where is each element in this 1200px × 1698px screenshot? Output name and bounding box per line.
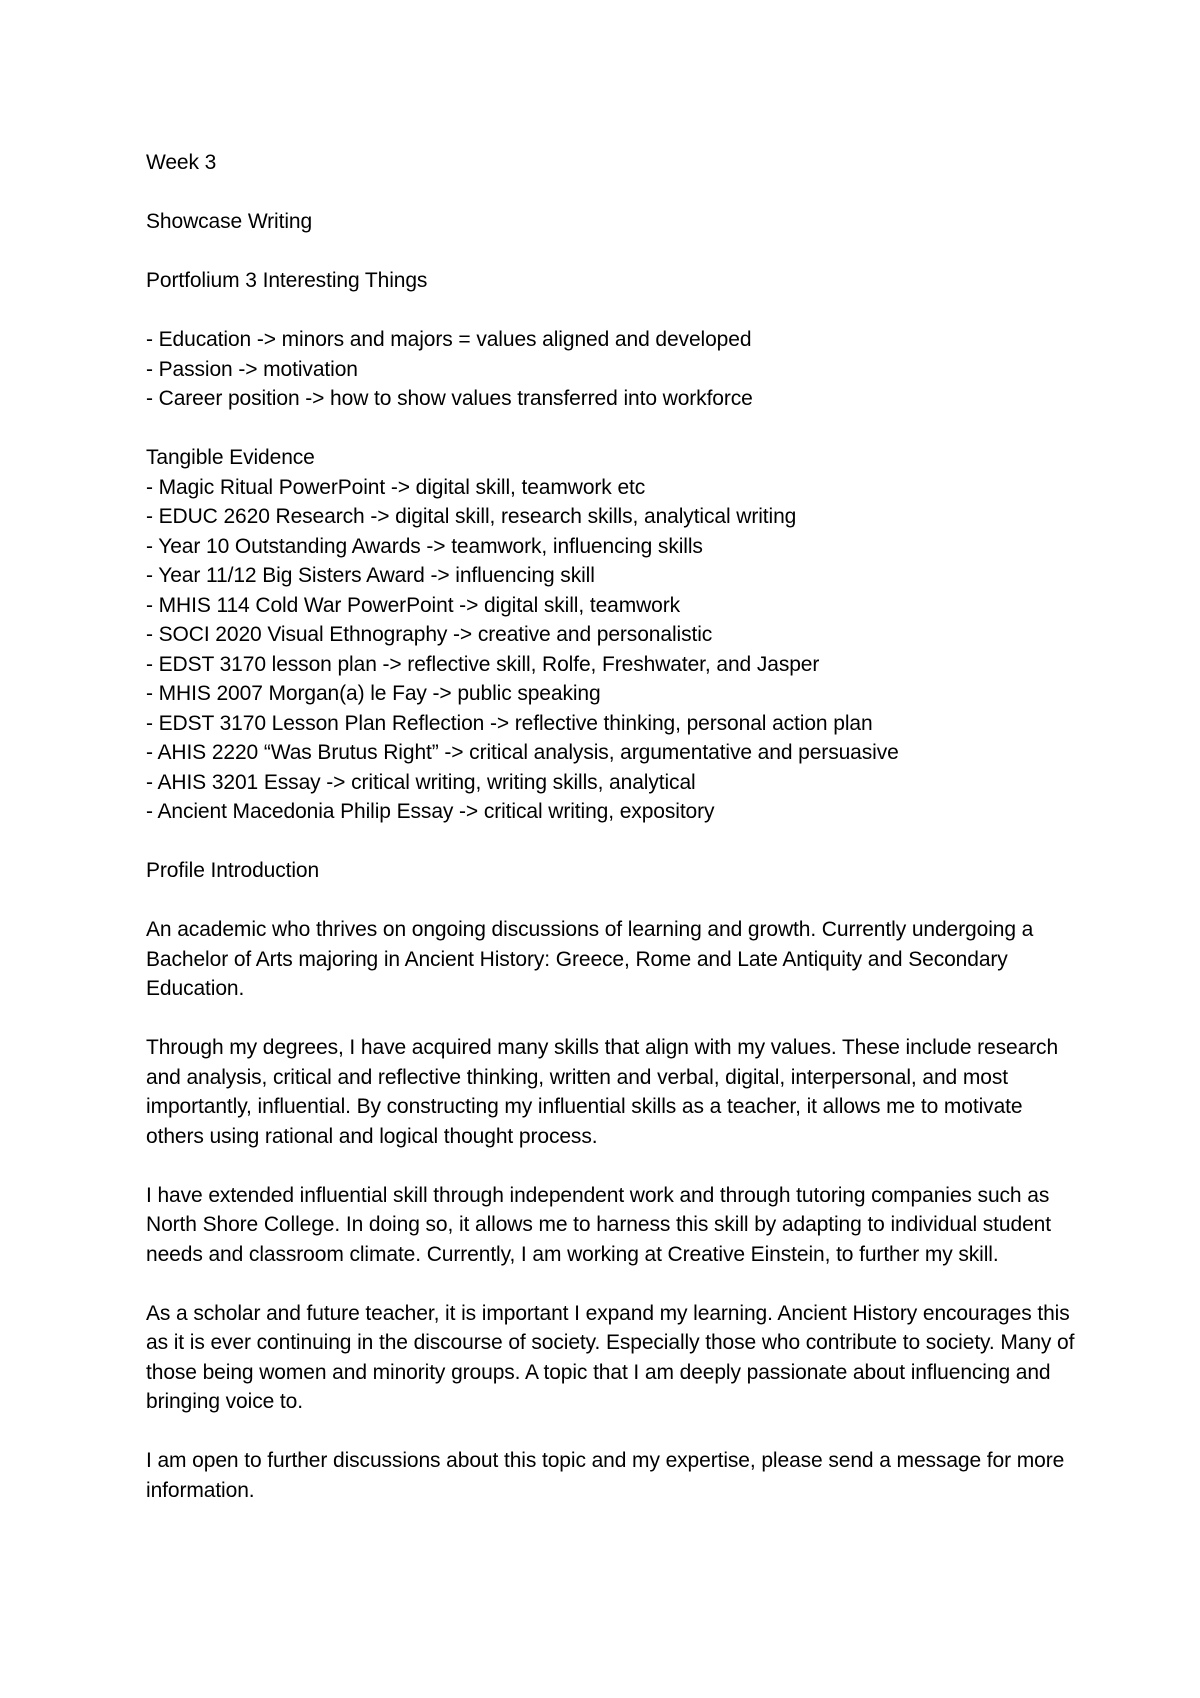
evidence-heading: Tangible Evidence [146,446,315,469]
list-item: - Passion -> motivation [146,357,358,381]
profile-paragraph: I am open to further discussions about this topic and my expertise, please send a message for more information. [146,1449,1065,1502]
evidence-list [146,473,1076,827]
list-item: - Magic Ritual PowerPoint -> digital skill, teamwork etc [146,475,646,499]
week-heading: Week 3 [146,151,217,174]
list-item: - Year 11/12 Big Sisters Award -> influencing skill [146,564,595,587]
portfolium-heading: Portfolium 3 Interesting Things [146,269,428,292]
list-item: - AHIS 3201 Essay -> critical writing, writing skills, analytical [146,770,696,794]
profile-paragraph: As a scholar and future teacher, it is important I expand my learning. Ancient History encourages this as it is ever continuing in the discourse of society. Especially those who contribute to society. Many of those being women and minority groups. A topic that I am deeply passionate about influencing and bringing voice to. [146,1301,1075,1413]
list-item: - Career position -> how to show values transferred into workforce [146,387,753,410]
list-item: - Year 10 Outstanding Awards -> teamwork, influencing skills [146,534,703,558]
list-item: - AHIS 2220 “Was Brutus Right” -> critical analysis, argumentative and persuasive [146,741,899,764]
profile-paragraph: Through my degrees, I have acquired many skills that align with my values. These include research and analysis, critical and reflective thinking, written and verbal, digital, interpersonal, and most importantly, influential. By constructing my influential skills as a teacher, it allows me to motivate others using rational and logical thought process. [146,1036,1059,1148]
profile-paragraph: An academic who thrives on ongoing discussions of learning and growth. Currently undergoing a Bachelor of Arts majoring in Ancient History: Greece, Rome and Late Antiquity and Secondary Education. [146,918,1034,1000]
profile-paragraph: I have extended influential skill through independent work and through tutoring companies such as North Shore College. In doing so, it allows me to harness this skill by adapting to individual student needs and classroom climate. Currently, I am working at Creative Einstein, to further my skill. [146,1183,1051,1266]
list-item: - EDUC 2620 Research -> digital skill, research skills, analytical writing [146,505,797,528]
list-item: - MHIS 114 Cold War PowerPoint -> digital skill, teamwork [146,593,681,617]
list-item: - MHIS 2007 Morgan(a) le Fay -> public speaking [146,682,601,705]
list-item: - Ancient Macedonia Philip Essay -> critical writing, expository [146,800,715,823]
showcase-heading: Showcase Writing [146,210,313,233]
portfolium-list [146,325,1076,414]
list-item: - Education -> minors and majors = values aligned and developed [146,328,752,351]
profile-heading: Profile Introduction [146,859,320,882]
list-item: - SOCI 2020 Visual Ethnography -> creative and personalistic [146,623,713,646]
list-item: - EDST 3170 Lesson Plan Reflection -> reflective thinking, personal action plan [146,711,873,735]
document-body [146,148,1076,1505]
list-item: - EDST 3170 lesson plan -> reflective skill, Rolfe, Freshwater, and Jasper [146,652,820,676]
